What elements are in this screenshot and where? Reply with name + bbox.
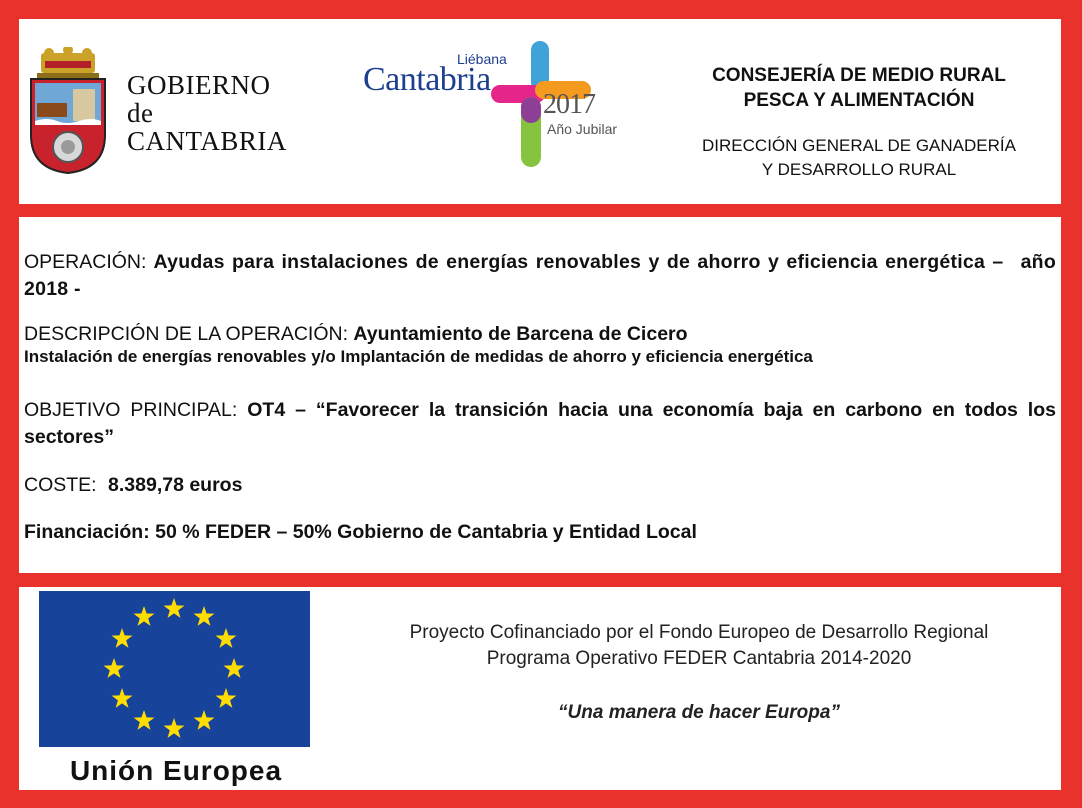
project-cofinancing-text	[349, 620, 1049, 672]
eu-star-icon	[194, 710, 215, 730]
eu-star-icon	[194, 606, 215, 626]
gobierno-line3: CANTABRIA	[127, 126, 287, 156]
gobierno-line2: de	[127, 98, 154, 128]
eu-star-icon	[134, 710, 155, 730]
eu-star-icon	[112, 628, 133, 648]
cost-label: COSTE:	[24, 474, 97, 496]
objective-label: OBJETIVO PRINCIPAL:	[24, 399, 238, 421]
objective-value: OT4 – “Favorecer la transición hacia una economía baja en carbono en todos los sectores”	[24, 399, 1056, 448]
consejeria-title	[669, 63, 1049, 113]
eu-star-icon	[164, 718, 185, 738]
eu-star-icon	[224, 658, 245, 678]
eu-star-icon	[216, 628, 237, 648]
operation-label: OPERACIÓN:	[24, 251, 147, 273]
cantabria-logo-liebana: Liébana	[457, 51, 507, 67]
direccion-line2: Y DESARROLLO RURAL	[761, 160, 957, 179]
consejeria-line2: PESCA Y ALIMENTACIÓN	[743, 90, 975, 111]
eu-motto: “Una manera de hacer Europa”	[558, 702, 840, 723]
operation-value: Ayudas para instalaciones de energías renovables y de ahorro y eficiencia energética –	[153, 251, 1004, 273]
cantabria-logo-name: Cantabria	[363, 61, 491, 98]
direccion-general	[669, 134, 1049, 182]
gobierno-cantabria-logo	[27, 47, 337, 177]
eu-flag-icon	[39, 591, 310, 747]
description-detail: Instalación de energías renovables y/o Implantación de medidas de ahorro y eficiencia energética	[24, 347, 813, 366]
header-panel	[19, 19, 1061, 204]
eu-star-icon	[164, 598, 185, 618]
description-label: DESCRIPCIÓN DE LA OPERACIÓN:	[24, 323, 348, 345]
eu-star-icon	[216, 688, 237, 708]
cost-value: 8.389,78 euros	[108, 474, 243, 496]
eu-star-icon	[104, 658, 125, 678]
eu-label: Unión Europea	[69, 755, 283, 786]
cantabria-logo-jubilar: Año Jubilar	[547, 121, 618, 137]
cantabria-2017-logo	[361, 41, 641, 171]
project-line1: Proyecto Cofinanciado por el Fondo Europeo de Desarrollo Regional	[409, 622, 989, 643]
cost-section	[24, 474, 1056, 497]
operation-year: año 2018 -	[24, 251, 1056, 300]
eu-star-icon	[134, 606, 155, 626]
gobierno-line1: GOBIERNO	[127, 70, 271, 100]
consejeria-line1: CONSEJERÍA DE MEDIO RURAL	[712, 65, 1006, 86]
direccion-line1: DIRECCIÓN GENERAL DE GANADERÍA	[702, 136, 1016, 155]
operation-section	[24, 249, 1056, 303]
objective-section	[24, 397, 1056, 451]
operation-panel	[19, 217, 1061, 573]
description-section	[24, 321, 1056, 347]
cantabria-logo-year: 2017	[543, 89, 595, 120]
coat-of-arms-icon	[27, 47, 109, 175]
footer-panel	[19, 587, 1061, 790]
eu-star-icon	[112, 688, 133, 708]
project-line2: Programa Operativo FEDER Cantabria 2014-2020	[486, 648, 912, 669]
description-value: Ayuntamiento de Barcena de Cicero	[353, 323, 688, 345]
financing-text: Financiación: 50 % FEDER – 50% Gobierno de Cantabria y Entidad Local	[24, 521, 697, 543]
